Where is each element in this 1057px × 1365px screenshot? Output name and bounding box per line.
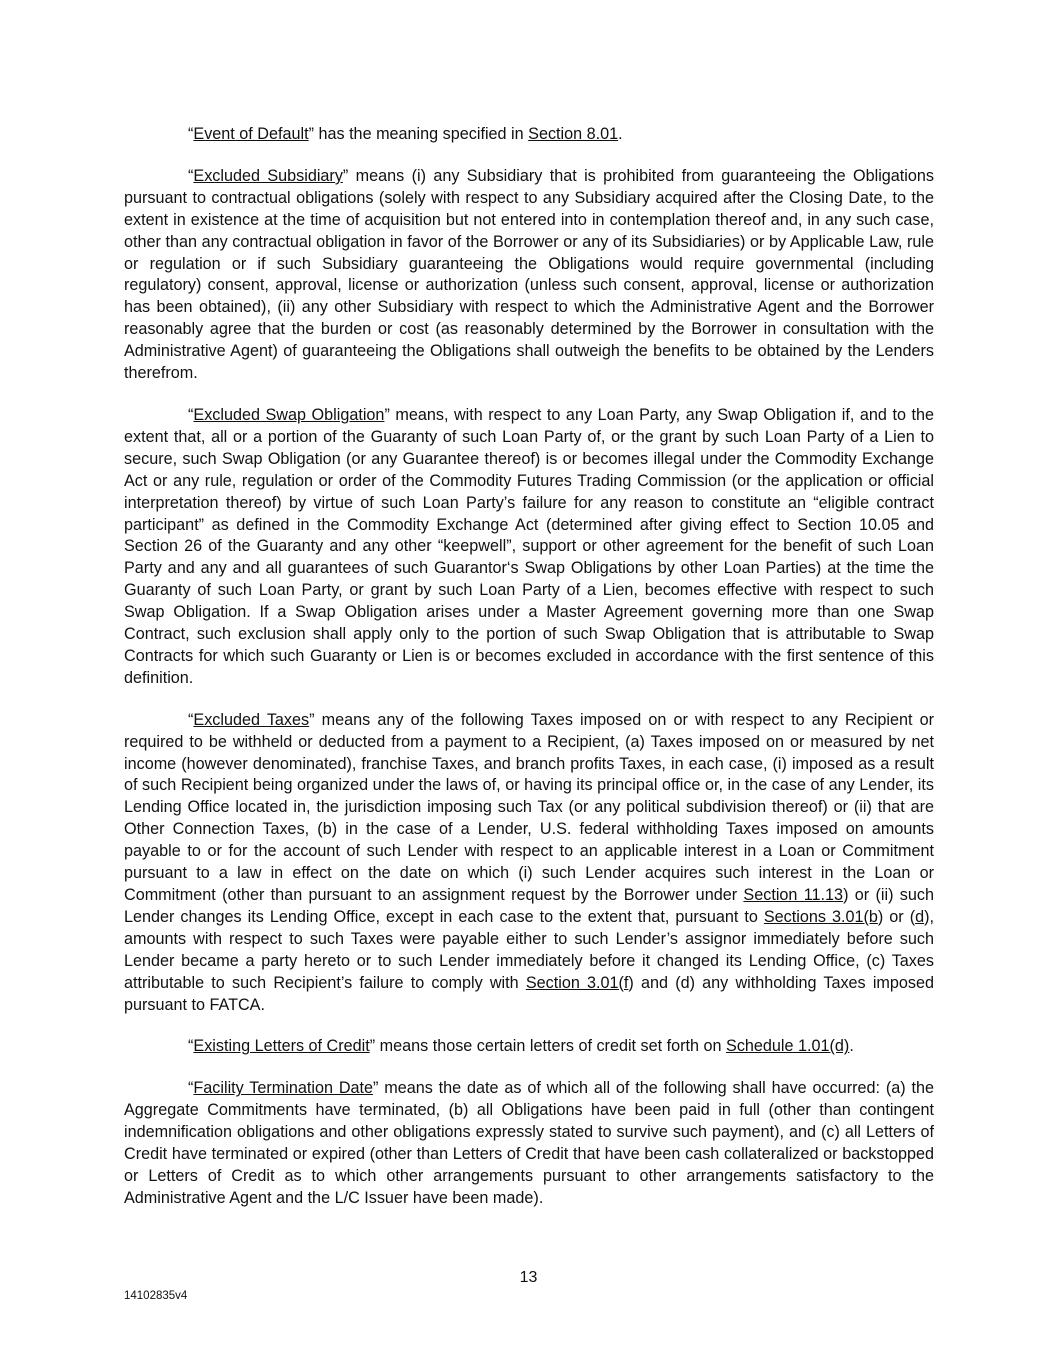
definition-paragraph (124, 1078, 934, 1209)
definition-text: ) and (d) any withholding Taxes imposed pursuant to FATCA. (124, 973, 935, 1014)
definition-paragraph (124, 710, 934, 1017)
defined-term: Excluded Swap Obligation (193, 405, 385, 424)
close-quote: ” (308, 125, 314, 143)
close-quote: ” (384, 405, 390, 424)
definition-text: means, with respect to any Loan Party, any Swap Obligation if, and to the extent that, all or a portion of the Guaranty of such Loan Party of, or the grant by such Loan Party of a Lien to secure, such Swap Obligation (or any Guarantee thereof) is or becomes illegal under the Commodity Exchange Act or any rule, regulation or order of the Commodity Futures Trading Commission (or the application or official interpretation thereof) by virtue of such Loan Party’s failure for any reason to constitute an “eligible contract participant” as defined in the Commodity Exchange Act (determined after giving effect to Section 10.05 and Section 26 of the Guaranty and any other “keepwell”, support or other agreement for the benefit of such Loan Party and any and all guarantees of such Guarantor‘s Swap Obligations by other Loan Parties) at the time the Guaranty of such Loan Party, or grant by such Loan Party of a Lien, becomes effective with respect to such Swap Obligation. If a Swap Obligation arises under a Master Agreement governing more than one Swap Contract, such exclusion shall apply only to the portion of such Swap Obligation that is attributable to Swap Contracts for which such Guaranty or Lien is or becomes excluded in accordance with the first sentence of this definition. (124, 405, 934, 687)
definition-text: ) or (ii) such Lender changes its Lending Office, except in each case to the extent that, pursuant to (124, 886, 934, 926)
close-quote: ” (373, 1079, 379, 1098)
defined-term: Event of Default (193, 125, 309, 143)
section-reference: Sections 3.01(b (763, 907, 878, 926)
document-id: 14102835v4 (124, 1290, 188, 1302)
open-quote: “ (188, 125, 194, 143)
definition-text: means the date as of which all of the following shall have occurred: (a) the Aggregate Commitments have terminated, (b) all Obligations have been paid in full (other than contingent indemnification obligations and other obligations expressly stated to survive such payment), and (c) all Letters of Credit have terminated or expired (other than Letters of Credit that have been cash collateralized or backstopped or Letters of Credit as to which other arrangements pursuant to other arrangements satisfactory to the Administrative Agent and the L/C Issuer have been made). (124, 1079, 934, 1207)
section-reference: Schedule 1.01(d) (726, 1037, 850, 1056)
section-reference: d (915, 907, 925, 926)
close-quote: ” (309, 710, 315, 729)
definition-paragraph (124, 405, 934, 690)
close-quote: ” (369, 1037, 376, 1056)
section-reference: Section 11.13 (743, 886, 844, 904)
open-quote: “ (188, 1037, 194, 1056)
defined-term: Facility Termination Date (193, 1079, 374, 1098)
definition-paragraph (124, 166, 934, 385)
definition-paragraph (124, 1036, 934, 1058)
open-quote: “ (188, 405, 194, 424)
section-reference: Section 3.01(f (525, 973, 629, 992)
close-quote: ” (342, 166, 349, 185)
open-quote: “ (188, 1079, 194, 1098)
definition-text: means those certain letters of credit set forth on (375, 1037, 727, 1056)
definition-text: has the meaning specified in (313, 125, 529, 143)
definition-paragraph (124, 124, 934, 146)
open-quote: “ (188, 166, 194, 185)
defined-term: Excluded Taxes (193, 710, 310, 729)
definition-text: ) or ( (877, 907, 916, 926)
definition-text: . (618, 125, 623, 143)
section-reference: Section 8.01 (528, 125, 619, 143)
defined-term: Excluded Subsidiary (193, 166, 343, 185)
defined-term: Existing Letters of Credit (193, 1037, 370, 1056)
definition-text: means (i) any Subsidiary that is prohibited from guaranteeing the Obligations pursuant to contractual obligations (solely with respect to any Subsidiary acquired after the Closing Date, to the extent in existence at the time of acquisition but not entered into in contemplation thereof and, in any such case, other than any contractual obligation in favor of the Borrower or any of its Subsidiaries) or by Applicable Law, rule or regulation or if such Subsidiary guaranteeing the Obligations would require governmental (including regulatory) consent, approval, license or authorization (unless such consent, approval, license or authorization has been obtained), (ii) any other Subsidiary with respect to which the Administrative Agent and the Borrower reasonably agree that the burden or cost (as reasonably determined by the Borrower in consultation with the Administrative Agent) of guaranteeing the Obligations shall outweigh the benefits to be obtained by the Lenders therefrom. (124, 166, 934, 383)
definition-text: ), amounts with respect to such Taxes were payable either to such Lender’s assignor immediately before such Lender became a party hereto or to such Lender immediately before it changed its Lending Office, (c) Taxes attributable to such Recipient’s failure to comply with (124, 907, 935, 992)
definition-text: . (849, 1037, 854, 1056)
definitions-body (124, 124, 934, 1230)
definition-text: means any of the following Taxes imposed on or with respect to any Recipient or required to be withheld or deducted from a payment to a Recipient, (a) Taxes imposed on or measured by net income (however denominated), franchise Taxes, and branch profits Taxes, in each case, (i) imposed as a result of such Recipient being organized under the laws of, or having its principal office or, in the case of any Lender, its Lending Office located in, the jurisdiction imposing such Tax (or any political subdivision thereof) or (ii) that are Other Connection Taxes, (b) in the case of a Lender, U.S. federal withholding Taxes imposed on amounts payable to or for the account of such Lender with respect to an applicable interest in a Loan or Commitment pursuant to a law in effect on the date on which (i) such Lender acquires such interest in the Loan or Commitment (other than pursuant to an assignment request by the Borrower under (124, 710, 934, 904)
open-quote: “ (188, 710, 194, 729)
page-number: 13 (519, 1269, 538, 1286)
